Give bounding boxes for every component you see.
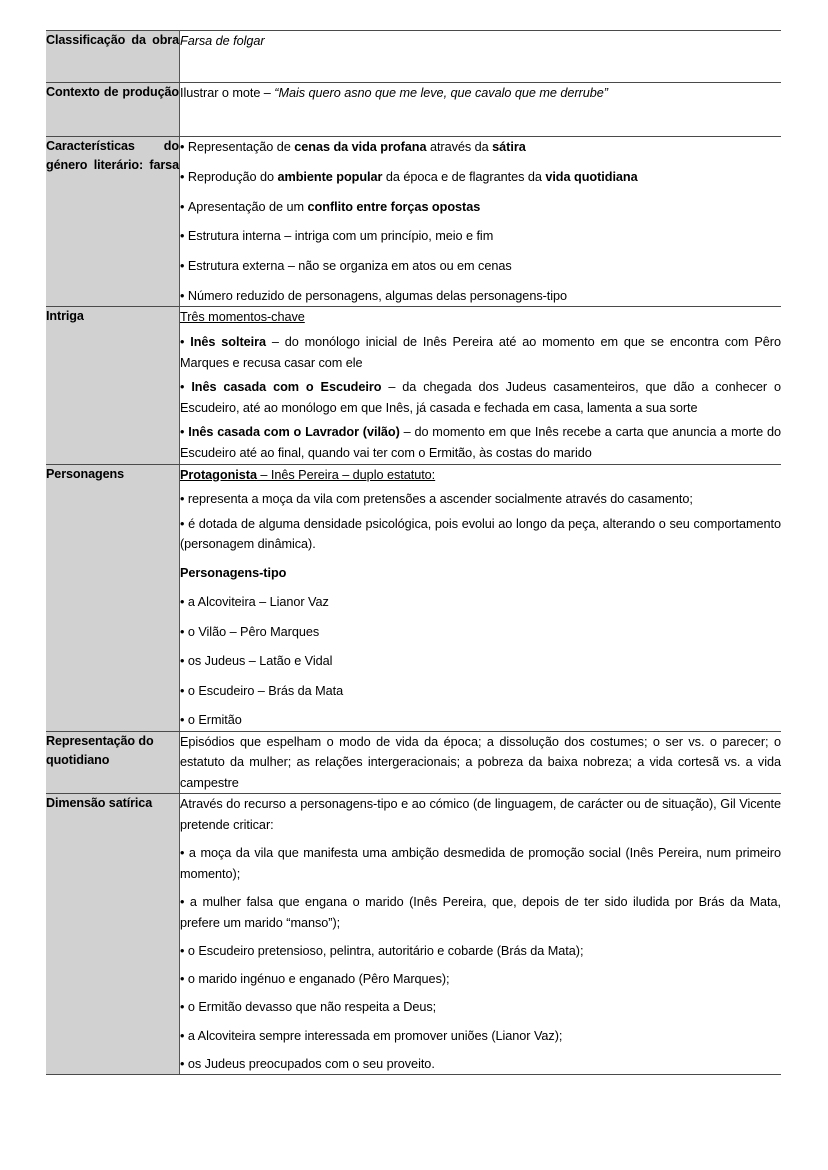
bullet-item: [180, 969, 781, 990]
bullet-item: [180, 710, 781, 731]
table-row: [46, 307, 781, 464]
bullet-glyph: •: [180, 1028, 188, 1043]
content-line: [180, 732, 781, 794]
text-segment-bold: Personagens-tipo: [180, 565, 287, 580]
bullet-glyph: •: [180, 492, 188, 507]
bullet-glyph: •: [180, 1000, 188, 1015]
bullet-item: [180, 377, 781, 418]
text-segment: Apresentação de um: [187, 199, 308, 214]
bullet-item: [180, 167, 781, 188]
bullet-glyph: •: [180, 895, 190, 910]
text-segment: Representação de: [187, 140, 295, 155]
text-segment: o Escudeiro pretensioso, pelintra, autoritário e cobarde (Brás da Mata);: [187, 943, 584, 958]
bullet-item: [180, 226, 781, 247]
text-segment: da época e de flagrantes da: [382, 169, 546, 184]
bullet-item: [180, 422, 781, 463]
bullet-glyph: •: [180, 516, 189, 531]
bullet-item: [180, 256, 781, 277]
text-segment-bold: Inês solteira: [190, 334, 267, 349]
content-line: [180, 83, 781, 104]
row-content-contexto-de-producao: [180, 82, 782, 137]
row-label-intriga: Intriga: [46, 307, 180, 464]
text-segment: é dotada de alguma densidade psicológica, pois evolui ao longo da peça, alterando o seu comportamento (personagem dinâmica).: [180, 516, 781, 552]
text-segment-bold: cenas da vida profana: [294, 140, 427, 155]
bullet-glyph: •: [180, 595, 188, 610]
text-segment-quote: “Mais quero asno que me leve, que cavalo que me derrube”: [274, 85, 608, 100]
row-content-intriga: [180, 307, 782, 464]
row-label-classificacao-da-obra: Classificação da obra: [46, 31, 180, 83]
text-segment: através da: [426, 140, 493, 155]
table-row: [46, 137, 781, 307]
summary-table-body: [46, 31, 781, 1075]
text-segment: a Alcoviteira sempre interessada em promover uniões (Lianor Vaz);: [187, 1028, 563, 1043]
bullet-glyph: •: [180, 683, 188, 698]
content-subheading: [180, 465, 781, 486]
text-segment: – do momento em que Inês recebe a carta que anuncia a morte do Escudeiro até ao final, quando vai ter com o Ermitão, às costas do marido: [180, 425, 781, 460]
text-segment: – do monólogo inicial de Inês Pereira até ao momento em que se encontra com Pêro Marques e recusa casar com ele: [180, 334, 781, 370]
content-line: [180, 31, 781, 52]
bullet-item: [180, 332, 781, 373]
bullet-glyph: •: [180, 972, 188, 987]
row-label-contexto-de-producao: Contexto de produção: [46, 82, 180, 137]
bullet-item: [180, 489, 781, 510]
bullet-glyph: •: [180, 624, 188, 639]
text-segment: a mulher falsa que engana o marido (Inês Pereira, que, depois de ter sido iludida por Brás da Mata, prefere um marido “manso”);: [180, 895, 781, 930]
bullet-item: [180, 892, 781, 933]
row-content-personagens: [180, 464, 782, 731]
bullet-item: [180, 1054, 781, 1075]
bullet-item: [180, 622, 781, 643]
text-segment: o Ermitão devasso que não respeita a Deus;: [187, 1000, 437, 1015]
table-row: [46, 731, 781, 794]
summary-table: [46, 30, 781, 1075]
text-segment: Reprodução do: [187, 169, 278, 184]
bullet-item: [180, 941, 781, 962]
row-content-caracteristicas-do-genero: [180, 137, 782, 307]
bullet-item: [180, 997, 781, 1018]
text-segment: representa a moça da vila com pretensões a ascender socialmente através do casamento;: [187, 492, 693, 507]
text-segment: a moça da vila que manifesta uma ambição desmedida de promoção social (Inês Pereira, num primeiro momento);: [180, 846, 781, 882]
bullet-item: [180, 197, 781, 218]
table-row: [46, 31, 781, 83]
row-label-dimensao-satirica: Dimensão satírica: [46, 794, 180, 1075]
text-segment-bold: Protagonista: [180, 467, 257, 482]
bullet-item: [180, 1026, 781, 1047]
content-line: [180, 794, 781, 835]
text-segment: o Vilão – Pêro Marques: [187, 624, 320, 639]
text-segment-bold: ambiente popular: [277, 169, 383, 184]
bullet-glyph: •: [180, 334, 191, 349]
content-subheading: [180, 307, 781, 328]
bullet-item: [180, 843, 781, 884]
text-segment: Estrutura interna – intriga com um princípio, meio e fim: [187, 229, 494, 244]
text-segment-bold: Inês casada com o Lavrador (vilão): [188, 425, 400, 440]
bullet-glyph: •: [180, 713, 188, 728]
text-segment-bold: vida quotidiana: [545, 169, 638, 184]
text-segment: a Alcoviteira – Lianor Vaz: [187, 595, 329, 610]
text-segment-bold: Inês casada com o Escudeiro: [191, 380, 382, 395]
text-segment: o marido ingénuo e enganado (Pêro Marques);: [187, 972, 450, 987]
text-segment: Estrutura externa – não se organiza em atos ou em cenas: [187, 259, 512, 274]
text-segment: – da chegada dos Judeus casamenteiros, que dão a conhecer o Escudeiro, até ao monólogo em que Inês, já casada e fechada em casa, lamenta a sua sorte: [180, 380, 781, 415]
table-row: [46, 794, 781, 1075]
row-content-representacao-do-quotidiano: [180, 731, 782, 794]
table-row: [46, 82, 781, 137]
bullet-glyph: •: [180, 169, 188, 184]
text-segment-underline: Três momentos-chave: [180, 310, 305, 325]
text-segment: Através do recurso a personagens-tipo e ao cómico (de linguagem, de carácter ou de situação), Gil Vicente pretende criticar:: [180, 797, 781, 833]
row-content-dimensao-satirica: [180, 794, 782, 1075]
text-segment: o Escudeiro – Brás da Mata: [187, 683, 344, 698]
bullet-glyph: •: [180, 846, 189, 861]
table-row: [46, 464, 781, 731]
text-segment-bold: conflito entre forças opostas: [307, 199, 481, 214]
bullet-item: [180, 286, 781, 307]
bullet-glyph: •: [180, 199, 188, 214]
text-segment: Farsa de folgar: [180, 34, 265, 48]
row-label-personagens: Personagens: [46, 464, 180, 731]
bullet-item: [180, 592, 781, 613]
bullet-glyph: •: [180, 229, 188, 244]
row-label-caracteristicas-do-genero: Características do género literário: farsa: [46, 137, 180, 307]
bullet-glyph: •: [180, 654, 188, 669]
bullet-item: [180, 651, 781, 672]
text-segment-bold: sátira: [492, 140, 526, 155]
row-label-representacao-do-quotidiano: Representação do quotidiano: [46, 731, 180, 794]
text-segment: – Inês Pereira – duplo estatuto:: [256, 467, 436, 482]
row-content-classificacao-da-obra: [180, 31, 782, 83]
text-segment: o Ermitão: [187, 713, 242, 728]
bullet-item: [180, 514, 781, 555]
bullet-item: [180, 137, 781, 158]
text-segment: os Judeus – Latão e Vidal: [187, 654, 333, 669]
bullet-item: [180, 681, 781, 702]
text-segment: Episódios que espelham o modo de vida da época; a dissolução dos costumes; o ser vs. o parecer; o estatuto da mulher; as relações intergeracionais; a pobreza da baixa nobreza; a vida cortesã vs. a vida campestre: [180, 734, 781, 790]
text-segment: os Judeus preocupados com o seu proveito.: [187, 1056, 435, 1071]
content-subheading: [180, 563, 781, 584]
bullet-glyph: •: [180, 288, 188, 303]
bullet-glyph: •: [180, 425, 189, 440]
bullet-glyph: •: [180, 140, 188, 155]
bullet-glyph: •: [180, 943, 188, 958]
text-segment: Ilustrar o mote –: [180, 85, 275, 100]
bullet-glyph: •: [180, 259, 188, 274]
text-segment: Número reduzido de personagens, algumas delas personagens-tipo: [187, 288, 568, 303]
bullet-glyph: •: [180, 380, 192, 395]
bullet-glyph: •: [180, 1056, 188, 1071]
